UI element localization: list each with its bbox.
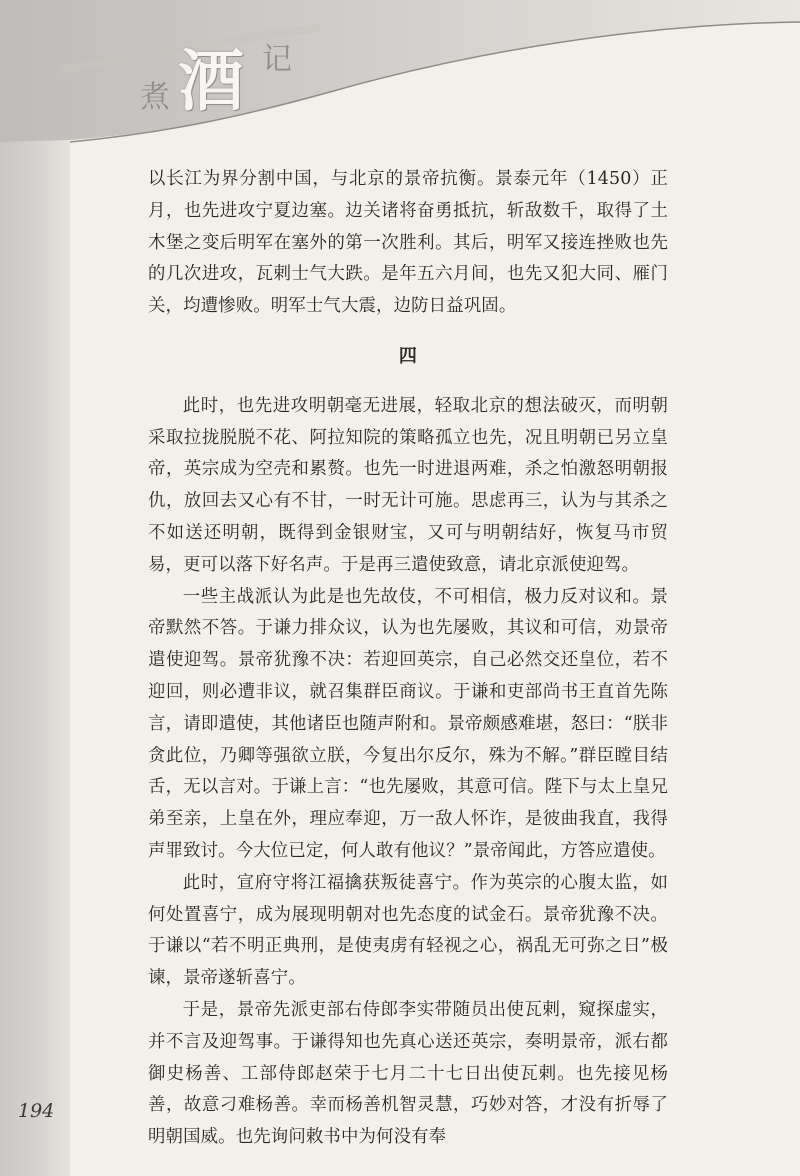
paragraph: 此时，也先进攻明朝毫无进展，轻取北京的想法破灭，而明朝采取拉拢脱脱不花、阿拉知院的策略孤立也先，况且明朝已另立皇帝，英宗成为空壳和累赘。也先一时进退两难，杀之怕激怒明朝报仇，放回去又心有不甘，一时无计可施。思虑再三，认为与其杀之不如送还明朝，既得到金银财宝，又可与明朝结好，恢复马市贸易，更可以落下好名声。于是再三遣使致意，请北京派使迎驾。	[148, 395, 668, 575]
paragraph: 于是，景帝先派吏部右侍郎李实带随员出使瓦剌，窥探虚实，并不言及迎驾事。于谦得知也先真心送还英宗，奏明景帝，派右都御史杨善、工部侍郎赵荣于七月二十七日出使瓦剌。也先接见杨善，故意刁难杨善。幸而杨善机智灵慧，巧妙对答，才没有折辱了明朝国威。也先询问敕书中为何没有奉	[148, 999, 668, 1148]
paragraph: 此时，宣府守将江福擒获叛徒喜宁。作为英宗的心腹太监，如何处置喜宁，成为展现明朝对也先态度的试金石。景帝犹豫不决。于谦以“若不明正典刑，是使夷虏有轻视之心，祸乱无可弥之日”极谏，景帝遂斩喜宁。	[148, 872, 668, 989]
paragraph: 以长江为界分割中国，与北京的景帝抗衡。景泰元年（1450）正月，也先进攻宁夏边塞。边关诸将奋勇抵抗，斩敌数千，取得了土木堡之变后明军在塞外的第一次胜利。其后，明军又接连挫败也先的几次进攻，瓦剌士气大跌。是年五六月间，也先又犯大同、雁门关，均遭惨败。明军士气大震，边防日益巩固。	[148, 169, 668, 317]
header-char-zhu: 煮	[140, 80, 170, 115]
section-number: 四	[398, 345, 418, 367]
page-number: 194	[18, 1100, 55, 1122]
left-edge-band	[0, 0, 70, 1176]
header-char-ji: 记	[262, 42, 292, 77]
header-char-jiu: 酒	[178, 42, 244, 120]
header-decoration	[0, 0, 800, 150]
body-text	[148, 164, 668, 1154]
paragraph: 一些主战派认为此是也先故伎，不可相信，极力反对议和。景帝默然不答。于谦力排众议，认为也先屡败，其议和可信，劝景帝遣使迎驾。景帝犹豫不决：若迎回英宗，自己必然交还皇位，若不迎回，则必遭非议，就召集群臣商议。于谦和吏部尚书王直首先陈言，请即遣使，其他诸臣也随声附和。景帝颇感难堪，怒曰：“朕非贪此位，乃卿等强欲立朕，今复出尔反尔，殊为不解。”群臣瞠目结舌，无以言对。于谦上言：“也先屡败，其意可信。陛下与太上皇兄弟至亲，上皇在外，理应奉迎，万一敌人怀诈，是彼曲我直，我得声罪致讨。今大位已定，何人敢有他议？”景帝闻此，方答应遣使。	[148, 586, 668, 861]
